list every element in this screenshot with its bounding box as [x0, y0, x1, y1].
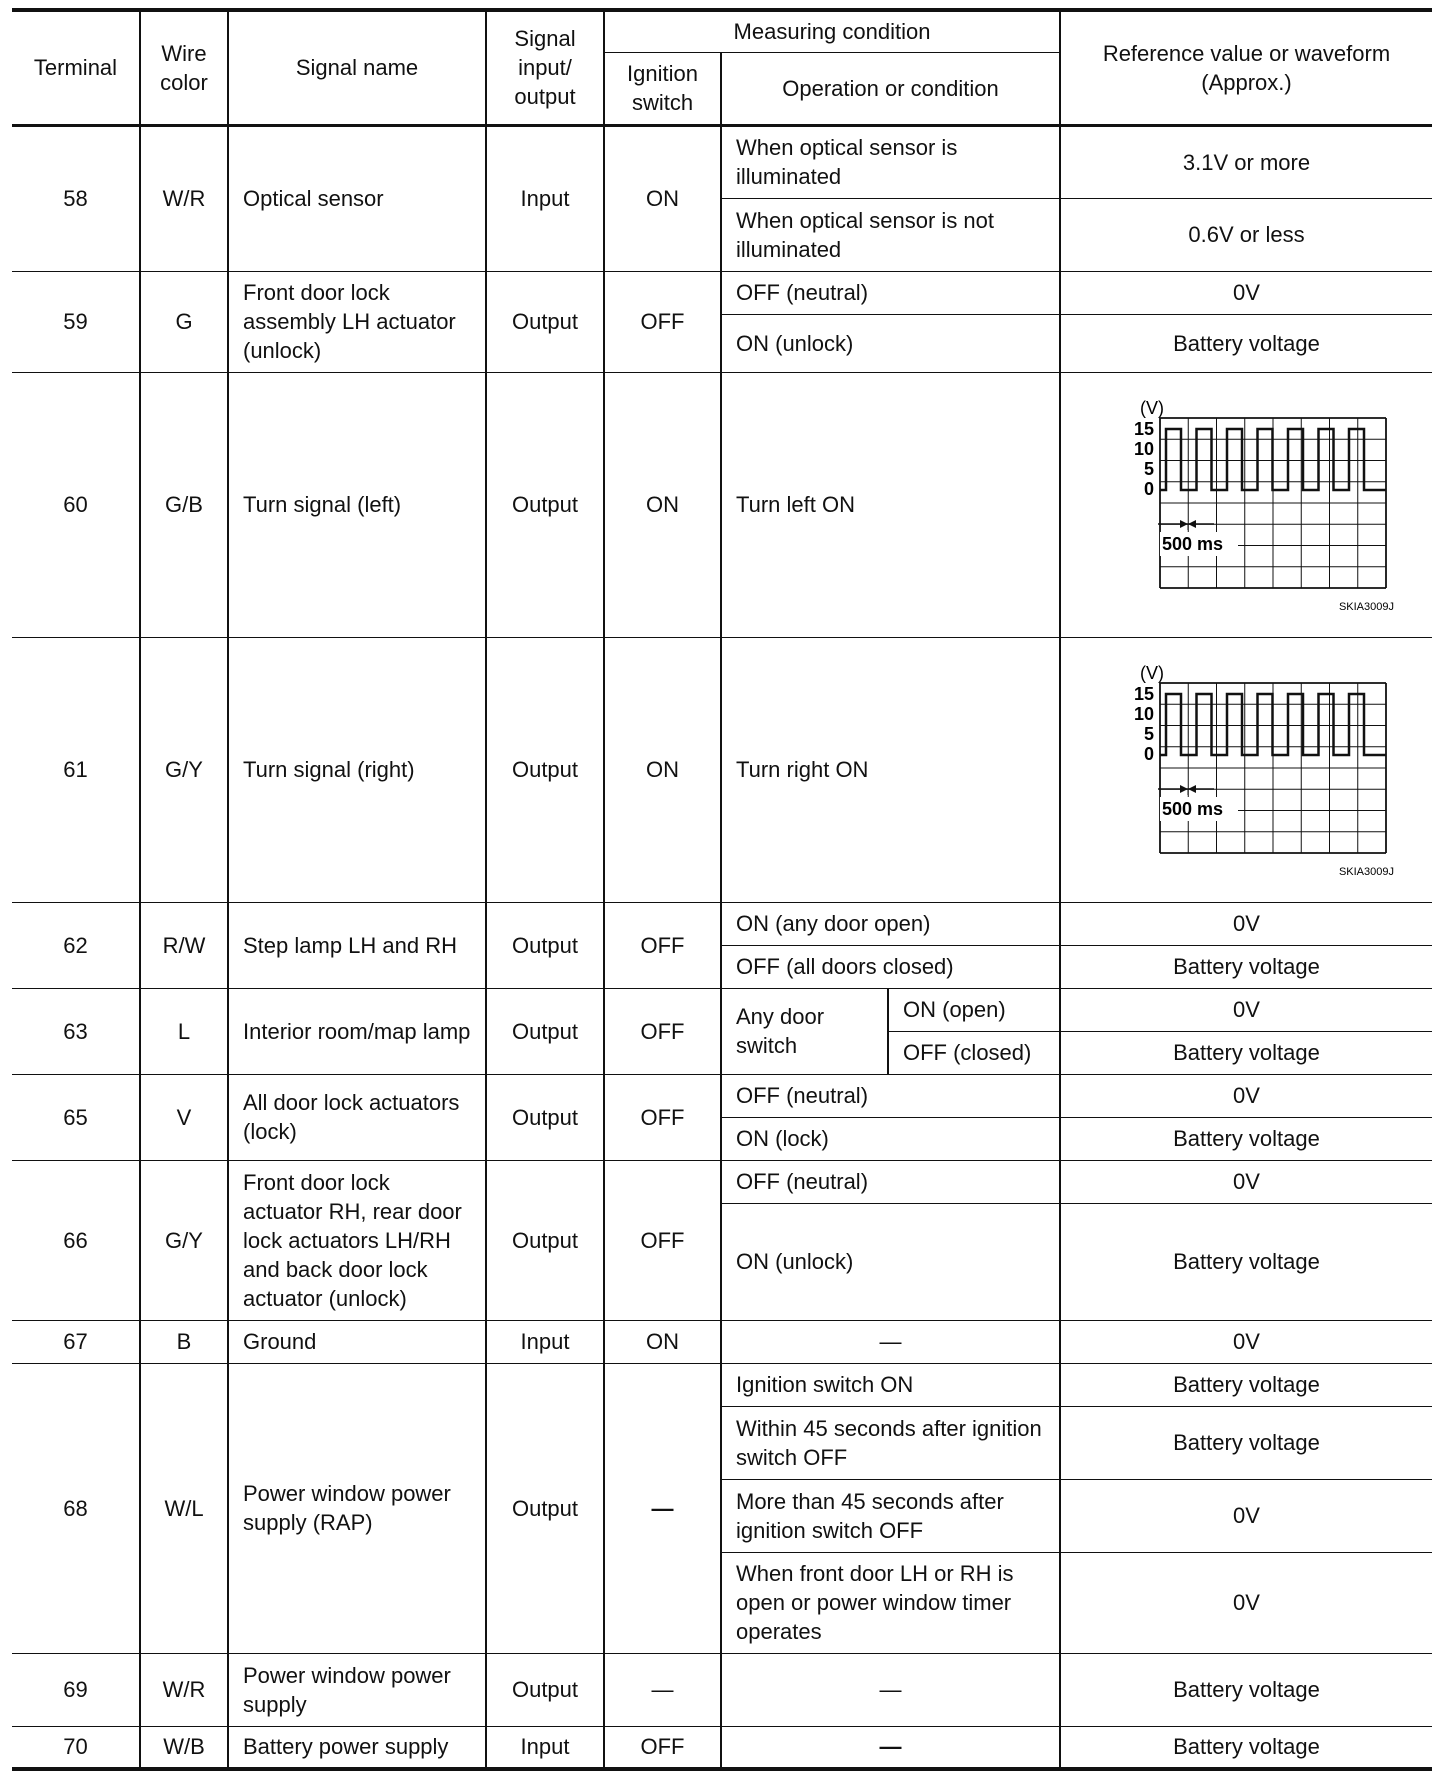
cell-signal-io: Output — [486, 902, 604, 988]
cell-reference: 0.6V or less — [1060, 198, 1432, 271]
cell-condition: Turn left ON — [721, 372, 1060, 637]
cell-terminal: 68 — [12, 1363, 140, 1653]
cell-reference: 0V — [1060, 988, 1432, 1031]
cell-ignition: ON — [604, 125, 721, 271]
figure-code: SKIA3009J — [1338, 866, 1394, 878]
terminal-table-page — [12, 8, 1432, 1771]
cell-ignition: OFF — [604, 902, 721, 988]
waveform-pulse-trace — [1160, 429, 1386, 490]
cell-signal-name: Interior room/map lamp — [228, 988, 486, 1074]
waveform-tick: 0 — [1143, 744, 1154, 764]
cell-signal-io: Input — [486, 1726, 604, 1769]
header-terminal: Terminal — [12, 10, 140, 125]
cell-signal-name: Ground — [228, 1320, 486, 1363]
cell-reference: Battery voltage — [1060, 1406, 1432, 1479]
cell-signal-name: Front door lock actuator RH, rear door lock actuators LH/RH and back door lock actuator (unlock) — [228, 1160, 486, 1320]
cell-ignition: ON — [604, 637, 721, 902]
cell-condition: Turn right ON — [721, 637, 1060, 902]
cell-reference: Battery voltage — [1060, 1363, 1432, 1406]
cell-reference: 3.1V or more — [1060, 125, 1432, 198]
table-row — [12, 902, 1432, 945]
cell-condition-group: Any door switch — [721, 988, 888, 1074]
cell-reference: Battery voltage — [1060, 1117, 1432, 1160]
cell-wire-color: G — [140, 271, 228, 372]
cell-reference-waveform — [1060, 637, 1432, 902]
cell-reference: 0V — [1060, 1479, 1432, 1552]
waveform-tick: 5 — [1143, 724, 1154, 744]
cell-condition: ON (unlock) — [721, 314, 1060, 372]
header-operation-condition: Operation or condition — [721, 52, 1060, 125]
cell-signal-io: Output — [486, 1074, 604, 1160]
table-row — [12, 1363, 1432, 1406]
cell-wire-color: W/L — [140, 1363, 228, 1653]
cell-reference-waveform — [1060, 372, 1432, 637]
cell-condition: OFF (neutral) — [721, 1074, 1060, 1117]
time-scale-arrows — [1158, 520, 1214, 530]
cell-signal-name: Front door lock assembly LH actuator (unlock) — [228, 271, 486, 372]
cell-signal-name: Power window power supply — [228, 1653, 486, 1726]
cell-reference: Battery voltage — [1060, 1031, 1432, 1074]
cell-terminal: 61 — [12, 637, 140, 902]
cell-signal-io: Input — [486, 1320, 604, 1363]
cell-terminal: 63 — [12, 988, 140, 1074]
table-row — [12, 988, 1432, 1031]
waveform-tick: 10 — [1133, 439, 1154, 459]
cell-ignition: OFF — [604, 1074, 721, 1160]
cell-ignition: — — [604, 1363, 721, 1653]
cell-wire-color: L — [140, 988, 228, 1074]
cell-condition: When optical sensor is illuminated — [721, 125, 1060, 198]
cell-reference: 0V — [1060, 271, 1432, 314]
header-wire-color: Wire color — [140, 10, 228, 125]
header-reference-value: Reference value or waveform (Approx.) — [1060, 10, 1432, 125]
cell-wire-color: G/B — [140, 372, 228, 637]
table-row — [12, 1160, 1432, 1203]
table-row — [12, 125, 1432, 198]
cell-reference: Battery voltage — [1060, 1203, 1432, 1320]
cell-wire-color: W/R — [140, 125, 228, 271]
header-ignition-switch: Ignition switch — [604, 52, 721, 125]
cell-wire-color: V — [140, 1074, 228, 1160]
cell-signal-name: Optical sensor — [228, 125, 486, 271]
cell-signal-io: Output — [486, 1363, 604, 1653]
header-signal-io: Signal input/ output — [486, 10, 604, 125]
table-row — [12, 1653, 1432, 1726]
table-row — [12, 1074, 1432, 1117]
cell-reference: 0V — [1060, 1552, 1432, 1653]
cell-terminal: 69 — [12, 1653, 140, 1726]
cell-signal-name: Power window power supply (RAP) — [228, 1363, 486, 1653]
cell-terminal: 66 — [12, 1160, 140, 1320]
cell-ignition: OFF — [604, 1160, 721, 1320]
cell-signal-name: Turn signal (left) — [228, 372, 486, 637]
cell-ignition: ON — [604, 372, 721, 637]
cell-reference: Battery voltage — [1060, 1726, 1432, 1769]
cell-condition: When optical sensor is not illuminated — [721, 198, 1060, 271]
cell-condition: ON (any door open) — [721, 902, 1060, 945]
table-row — [12, 1726, 1432, 1769]
cell-reference: 0V — [1060, 1320, 1432, 1363]
terminal-reference-table — [12, 8, 1432, 1771]
table-row — [12, 1320, 1432, 1363]
cell-condition: ON (unlock) — [721, 1203, 1060, 1320]
cell-terminal: 70 — [12, 1726, 140, 1769]
table-body — [12, 125, 1432, 1769]
cell-condition: — — [721, 1320, 1060, 1363]
cell-condition: ON (lock) — [721, 1117, 1060, 1160]
cell-terminal: 60 — [12, 372, 140, 637]
cell-terminal: 62 — [12, 902, 140, 988]
cell-wire-color: B — [140, 1320, 228, 1363]
cell-signal-name: Battery power supply — [228, 1726, 486, 1769]
cell-wire-color: G/Y — [140, 637, 228, 902]
header-measuring-condition: Measuring condition — [604, 10, 1060, 52]
cell-signal-io: Input — [486, 125, 604, 271]
cell-reference: 0V — [1060, 1074, 1432, 1117]
cell-reference: 0V — [1060, 1160, 1432, 1203]
cell-terminal: 65 — [12, 1074, 140, 1160]
cell-signal-io: Output — [486, 1653, 604, 1726]
cell-condition: OFF (all doors closed) — [721, 945, 1060, 988]
cell-ignition: ON — [604, 1320, 721, 1363]
cell-signal-io: Output — [486, 271, 604, 372]
cell-condition: — — [721, 1653, 1060, 1726]
cell-condition: More than 45 seconds after ignition switch OFF — [721, 1479, 1060, 1552]
cell-wire-color: W/B — [140, 1726, 228, 1769]
waveform-tick: 10 — [1133, 704, 1154, 724]
cell-reference: Battery voltage — [1060, 1653, 1432, 1726]
cell-wire-color: W/R — [140, 1653, 228, 1726]
cell-ignition: OFF — [604, 988, 721, 1074]
waveform-tick: 0 — [1143, 479, 1154, 499]
cell-signal-name: Turn signal (right) — [228, 637, 486, 902]
cell-signal-name: Step lamp LH and RH — [228, 902, 486, 988]
figure-code: SKIA3009J — [1338, 601, 1394, 613]
cell-terminal: 59 — [12, 271, 140, 372]
waveform-time-scale: 500 ms — [1161, 799, 1223, 819]
table-row — [12, 372, 1432, 637]
cell-ignition: — — [604, 1653, 721, 1726]
cell-ignition: OFF — [604, 271, 721, 372]
table-header — [12, 10, 1432, 125]
waveform-tick: 15 — [1133, 684, 1154, 704]
cell-signal-io: Output — [486, 637, 604, 902]
waveform-time-scale: 500 ms — [1161, 534, 1223, 554]
header-signal-name: Signal name — [228, 10, 486, 125]
table-row — [12, 637, 1432, 902]
cell-condition: — — [721, 1726, 1060, 1769]
waveform-tick: 15 — [1133, 419, 1154, 439]
waveform-unit: (V) — [1139, 398, 1164, 418]
cell-condition: Ignition switch ON — [721, 1363, 1060, 1406]
waveform-tick: 5 — [1143, 459, 1154, 479]
cell-ignition: OFF — [604, 1726, 721, 1769]
cell-condition: ON (open) — [888, 988, 1060, 1031]
turn-signal-left-waveform — [1082, 392, 1412, 617]
cell-condition: OFF (closed) — [888, 1031, 1060, 1074]
cell-condition: When front door LH or RH is open or power window timer operates — [721, 1552, 1060, 1653]
cell-wire-color: R/W — [140, 902, 228, 988]
cell-terminal: 67 — [12, 1320, 140, 1363]
turn-signal-right-waveform — [1082, 657, 1412, 882]
cell-condition: Within 45 seconds after ignition switch OFF — [721, 1406, 1060, 1479]
cell-condition: OFF (neutral) — [721, 271, 1060, 314]
cell-reference: Battery voltage — [1060, 314, 1432, 372]
cell-terminal: 58 — [12, 125, 140, 271]
waveform-unit: (V) — [1139, 663, 1164, 683]
waveform-pulse-trace — [1160, 694, 1386, 755]
cell-signal-io: Output — [486, 372, 604, 637]
cell-signal-io: Output — [486, 988, 604, 1074]
cell-condition: OFF (neutral) — [721, 1160, 1060, 1203]
table-row — [12, 271, 1432, 314]
cell-reference: 0V — [1060, 902, 1432, 945]
cell-reference: Battery voltage — [1060, 945, 1432, 988]
time-scale-arrows — [1158, 785, 1214, 795]
cell-wire-color: G/Y — [140, 1160, 228, 1320]
cell-signal-name: All door lock actuators (lock) — [228, 1074, 486, 1160]
cell-signal-io: Output — [486, 1160, 604, 1320]
